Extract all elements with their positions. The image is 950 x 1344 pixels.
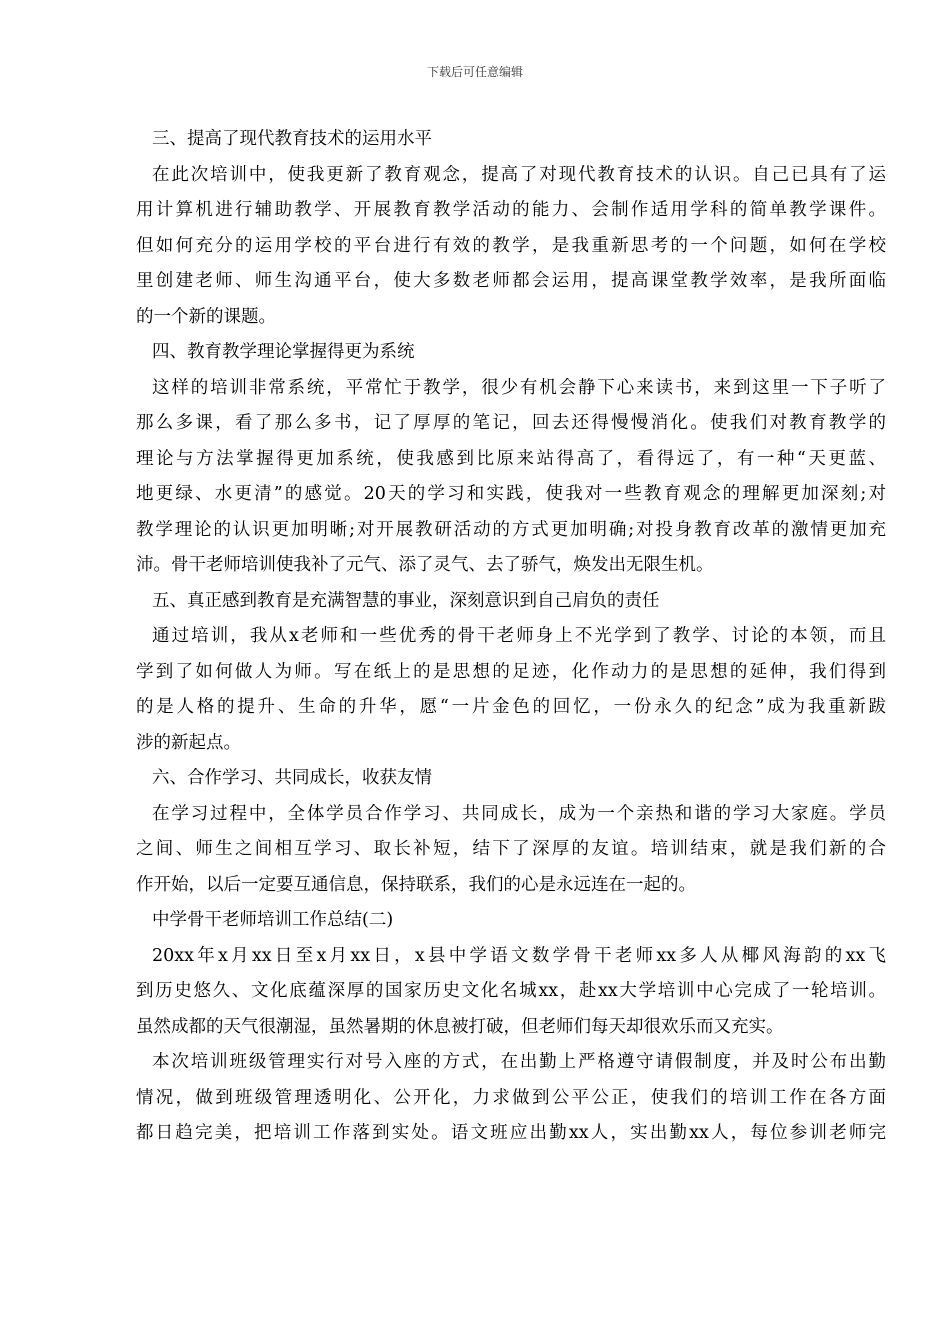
text-line: 教学理论的认识更加明晰;对开展教研活动的方式更加明确;对投身教育改革的激情更加充 [136, 519, 886, 540]
text-line: 地更绿、水更清”的感觉。20天的学习和实践，使我对一些教育观念的理解更加深刻;对 [136, 484, 886, 504]
text-line: 在此次培训中，使我更新了教育观念，提高了对现代教育技术的认识。自己已具有了运 [152, 164, 886, 185]
text-line: 都日趋完美，把培训工作落到实处。语文班应出勤xx人，实出勤xx人，每位参训老师完 [136, 1123, 886, 1143]
text-line: 这样的培训非常系统，平常忙于教学，很少有机会静下心来读书，来到这里一下子听了 [152, 377, 886, 398]
text-line: 的一个新的课题。 [136, 306, 276, 327]
text-line: 那么多课，看了那么多书，记了厚厚的笔记，回去还得慢慢消化。使我们对教育教学的 [136, 413, 886, 433]
text-line: 理论与方法掌握得更加系统，使我感到比原来站得高了，看得远了，有一种“天更蓝、 [136, 448, 886, 469]
text-line: 五、真正感到教育是充满智慧的事业，深刻意识到自己肩负的责任 [152, 590, 660, 611]
text-line: 但如何充分的运用学校的平台进行有效的教学，是我重新思考的一个问题，如何在学校 [136, 235, 886, 256]
text-line: 到历史悠久、文化底蕴深厚的国家历史文化名城xx，赴xx大学培训中心完成了一轮培训。 [136, 981, 886, 1001]
text-line: 作开始，以后一定要互通信息，保持联系，我们的心是永远连在一起的。 [136, 874, 696, 895]
text-line: 涉的新起点。 [136, 732, 241, 753]
text-line: 的是人格的提升、生命的升华，愿“一片金色的回忆，一份永久的纪念”成为我重新跋 [136, 697, 886, 717]
text-line: 虽然成都的天气很潮湿，虽然暑期的休息被打破，但老师们每天却很欢乐而又充实。 [136, 1016, 784, 1037]
text-line: 在学习过程中，全体学员合作学习、共同成长，成为一个亲热和谐的学习大家庭。学员 [152, 803, 886, 824]
document-body [136, 122, 886, 1152]
text-line: 中学骨干老师培训工作总结(二) [152, 910, 394, 930]
text-line: 20xx年x月xx日至x月xx日，x县中学语文数学骨干老师xx多人从椰风海韵的xx飞 [152, 945, 886, 966]
text-line: 学到了如何做人为师。写在纸上的是思想的足迹，化作动力的是思想的延伸，我们得到 [136, 661, 886, 682]
text-line: 本次培训班级管理实行对号入座的方式，在出勤上严格遵守请假制度，并及时公布出勤 [152, 1052, 886, 1072]
text-line: 之间、师生之间相互学习、取长补短，结下了深厚的友谊。培训结束，就是我们新的合 [136, 839, 886, 859]
text-line: 四、教育教学理论掌握得更为系统 [152, 342, 415, 362]
text-line: 情况，做到班级管理透明化、公开化，力求做到公平公正，使我们的培训工作在各方面 [136, 1087, 886, 1108]
text-line: 三、提高了现代教育技术的运用水平 [152, 129, 432, 149]
page-header: 下载后可任意编辑 [426, 65, 523, 79]
text-line: 六、合作学习、共同成长，收获友情 [152, 768, 432, 788]
text-line: 里创建老师、师生沟通平台，使大多数老师都会运用，提高课堂教学效率，是我所面临 [136, 271, 886, 291]
text-line: 用计算机进行辅助教学、开展教育教学活动的能力、会制作适用学科的简单教学课件。 [136, 200, 886, 220]
text-line: 通过培训，我从x老师和一些优秀的骨干老师身上不光学到了教学、讨论的本领，而且 [152, 626, 886, 646]
text-line: 沛。骨干老师培训使我补了元气、添了灵气、去了骄气，焕发出无限生机。 [136, 555, 714, 575]
